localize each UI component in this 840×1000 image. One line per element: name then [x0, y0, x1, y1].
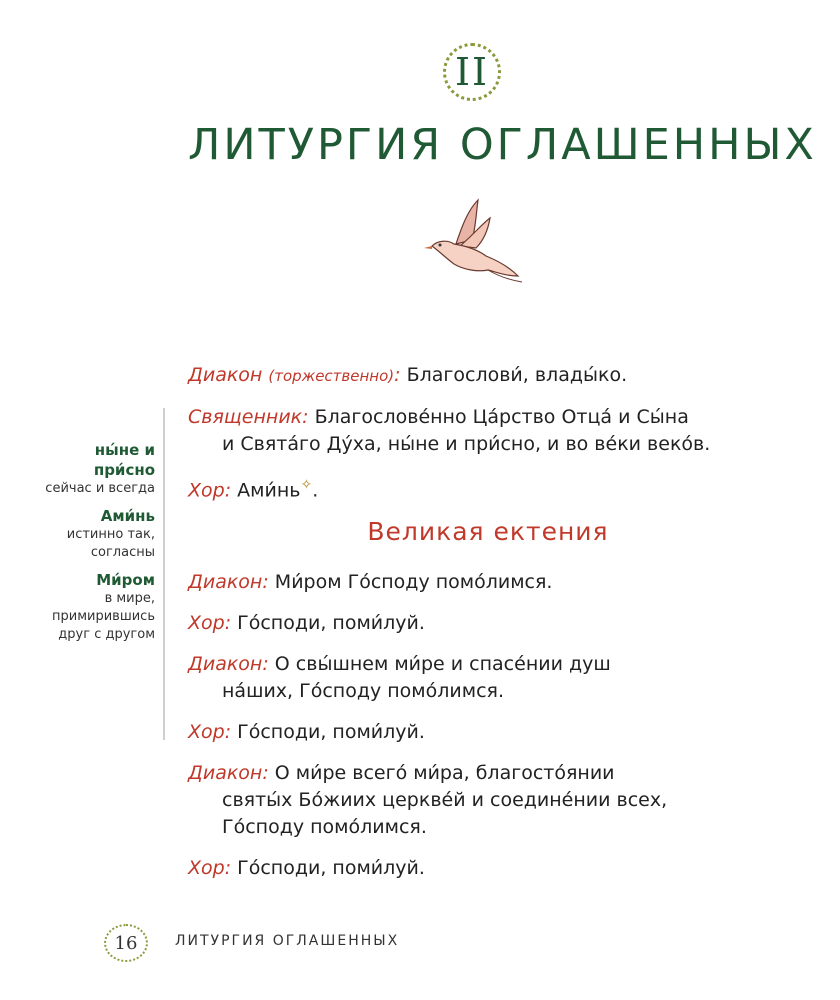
- speaker-label: Диакон:: [188, 653, 269, 676]
- speaker-label: Священник:: [188, 406, 309, 428]
- verse-line: [188, 719, 788, 746]
- page-number: 16: [114, 932, 138, 954]
- verse-line: [188, 569, 788, 596]
- sidebar-divider: [163, 408, 165, 740]
- dove-illustration: [418, 196, 526, 292]
- verse-text: Благослови́, влады́ко.: [400, 364, 628, 386]
- liturgy-text: [188, 362, 788, 896]
- verse-line: [188, 651, 788, 705]
- verse-text: Го́споди, поми́луй.: [231, 612, 425, 635]
- verse-text: Го́споди, поми́луй.: [231, 721, 425, 744]
- verse-line: [188, 472, 788, 504]
- speaker-colon: :: [394, 364, 401, 386]
- section-heading: Великая ектения: [367, 517, 609, 547]
- glossary-definition: в мире, примирившись друг с другом: [52, 591, 155, 642]
- speaker-label: Хор:: [188, 857, 232, 880]
- speaker-label: Хор:: [188, 612, 232, 635]
- verse-text: О свы́шнем ми́ре и спасе́нии душ: [268, 653, 611, 676]
- verse-line: [188, 760, 788, 841]
- glossary-definition: сейчас и всегда: [45, 481, 155, 496]
- verse-line: [188, 610, 788, 637]
- glossary-entry: [40, 506, 155, 562]
- speaker-label: Хор:: [188, 721, 232, 744]
- verse-text: О ми́ре всего́ ми́ра, благосто́янии: [268, 762, 615, 785]
- verse-line: [188, 855, 788, 882]
- speaker-label: Хор:: [188, 479, 232, 502]
- glossary-term: Ами́нь: [100, 507, 155, 525]
- chapter-number-badge: [443, 43, 501, 101]
- verse-punctuation: .: [312, 479, 319, 502]
- glossary-definition: истинно так, согласны: [66, 527, 155, 560]
- glossary-term: Ми́ром: [96, 571, 155, 589]
- verse-line: [188, 362, 788, 390]
- glossary-entry: [40, 570, 155, 644]
- verse-line: [188, 404, 788, 458]
- verse-text: Ами́нь: [231, 479, 301, 502]
- running-header: ЛИТУРГИЯ ОГЛАШЕННЫХ: [175, 933, 400, 949]
- glossary-entry: [40, 440, 155, 498]
- verse-text: Ми́ром Го́споду помо́лимся.: [268, 571, 553, 594]
- verse-text-continued: святы́х Бо́жиих церкве́й и соедине́нии всех,: [222, 789, 668, 812]
- verse-text: Благослове́нно Ца́рство Отца́ и Сы́на: [308, 406, 689, 428]
- glossary-term: ны́не и при́сно: [93, 441, 155, 479]
- speaker-label: Диакон:: [188, 571, 269, 594]
- stage-direction: (торжественно): [268, 367, 395, 385]
- chapter-number: II: [454, 50, 490, 94]
- glossary-sidebar: [40, 440, 155, 652]
- page-number-badge: [104, 924, 148, 962]
- speaker-label: Диакон: [188, 364, 263, 386]
- verse-text-continued: на́ших, Го́споду помо́лимся.: [222, 680, 504, 703]
- verse-text: Го́споди, поми́луй.: [231, 857, 425, 880]
- verse-text-continued: и Свята́го Ду́ха, ны́не и при́сно, и во ве́ки веко́в.: [222, 433, 711, 455]
- verse-text-continued: Го́споду помо́лимся.: [222, 816, 427, 839]
- star-mark-icon: ✧: [300, 477, 313, 493]
- speaker-label: Диакон:: [188, 762, 269, 785]
- chapter-title: ЛИТУРГИЯ ОГЛАШЕННЫХ: [188, 120, 817, 170]
